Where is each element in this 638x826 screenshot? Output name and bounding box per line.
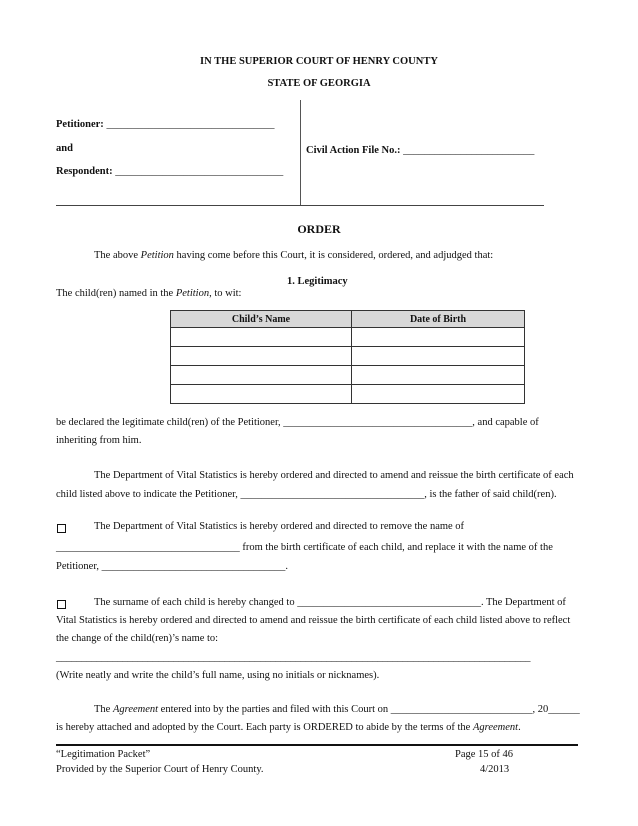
date-of-birth-cell[interactable] <box>352 366 525 385</box>
table-row <box>171 347 525 366</box>
date-of-birth-cell[interactable] <box>352 385 525 404</box>
remove-line-2: ___________________________________ from the birth certificate of each child, and replace it with the name of the <box>56 542 553 553</box>
surname-line-1: The surname of each child is hereby changed to ___________________________________. The Department of <box>94 597 566 608</box>
children-intro <box>56 288 241 299</box>
declared-line-2: inheriting from him. <box>56 435 142 446</box>
order-intro-text-2: having come before this Court, it is considered, ordered, and adjudged that: <box>173 250 494 261</box>
remove-line-1: The Department of Vital Statistics is hereby ordered and directed to remove the name of <box>94 521 465 532</box>
section-heading-legitimacy: 1. Legitimacy <box>287 276 348 287</box>
court-title: IN THE SUPERIOR COURT OF HENRY COUNTY <box>200 56 438 67</box>
remove-name-checkbox[interactable] <box>57 524 66 533</box>
table-header-row <box>171 311 525 328</box>
agreement-italic-2: Agreement <box>472 722 519 733</box>
footer-date: 4/2013 <box>480 764 510 775</box>
surname-line-3: the change of the child(ren)’s name to: <box>56 633 219 644</box>
surname-line-2: Vital Statistics is hereby ordered and directed to amend and reissue the birth certificate of each child listed above to reflect <box>56 615 571 626</box>
table-row <box>171 366 525 385</box>
caption-divider <box>300 100 301 206</box>
civil-action-label: Civil Action File No.: <box>306 145 401 156</box>
respondent-field[interactable] <box>56 166 283 177</box>
civil-action-blank[interactable]: _________________________ <box>403 145 535 156</box>
children-intro-petition: Petition <box>175 288 210 299</box>
agreement-line-1 <box>94 704 580 715</box>
children-table <box>170 310 525 404</box>
child-name-cell[interactable] <box>171 385 352 404</box>
agreement-period: . <box>518 722 521 733</box>
agreement-text: The <box>94 704 113 715</box>
vital-line-2: child listed above to indicate the Petitioner, ___________________________________, is the father of said child(ren). <box>56 489 557 500</box>
table-row <box>171 328 525 347</box>
agreement-text-3: is hereby attached and adopted by the Court. Each party is ORDERED to abide by the terms of the <box>56 722 473 733</box>
declared-line-1: be declared the legitimate child(ren) of the Petitioner, ____________________________________, and capable of <box>56 417 539 428</box>
date-of-birth-cell[interactable] <box>352 347 525 366</box>
surname-note: (Write neatly and write the child’s full name, using no initials or nicknames). <box>56 670 380 681</box>
table-row <box>171 385 525 404</box>
agreement-italic: Agreement <box>112 704 159 715</box>
caption-bottom-rule <box>56 205 544 206</box>
child-name-cell[interactable] <box>171 366 352 385</box>
petitioner-label: Petitioner: <box>56 119 104 130</box>
order-intro-text: The above <box>94 250 141 261</box>
petitioner-blank[interactable]: ________________________________ <box>106 119 275 130</box>
children-intro-text: The child(ren) named in the <box>56 288 176 299</box>
agreement-text-2: entered into by the parties and filed with this Court on ___________________________, 20______ <box>158 704 580 715</box>
order-intro-petition: Petition <box>140 250 174 261</box>
new-name-blank[interactable]: _____________________________________________________________________________________________ <box>56 652 531 663</box>
footer-page-number: Page 15 of 46 <box>455 749 514 760</box>
state-title: STATE OF GEORGIA <box>267 78 371 89</box>
and-label: and <box>56 143 73 154</box>
vital-line-1: The Department of Vital Statistics is hereby ordered and directed to amend and reissue the birth certificate of each <box>94 470 574 481</box>
date-of-birth-cell[interactable] <box>352 328 525 347</box>
surname-change-checkbox[interactable] <box>57 600 66 609</box>
respondent-label: Respondent: <box>56 166 113 177</box>
date-of-birth-header: Date of Birth <box>352 311 525 328</box>
footer-rule <box>56 744 578 746</box>
order-title: ORDER <box>297 222 341 236</box>
agreement-line-2 <box>56 722 521 733</box>
footer-packet-title: “Legitimation Packet” <box>56 749 151 760</box>
child-name-header: Child’s Name <box>171 311 352 328</box>
footer-provider: Provided by the Superior Court of Henry County. <box>56 764 264 775</box>
remove-line-3: Petitioner, ___________________________________. <box>56 561 289 572</box>
civil-action-field[interactable] <box>306 145 534 156</box>
respondent-blank[interactable]: ________________________________ <box>115 166 284 177</box>
child-name-cell[interactable] <box>171 347 352 366</box>
petitioner-field[interactable] <box>56 119 274 130</box>
order-intro <box>94 250 493 261</box>
child-name-cell[interactable] <box>171 328 352 347</box>
children-intro-text-2: , to wit: <box>209 288 242 299</box>
